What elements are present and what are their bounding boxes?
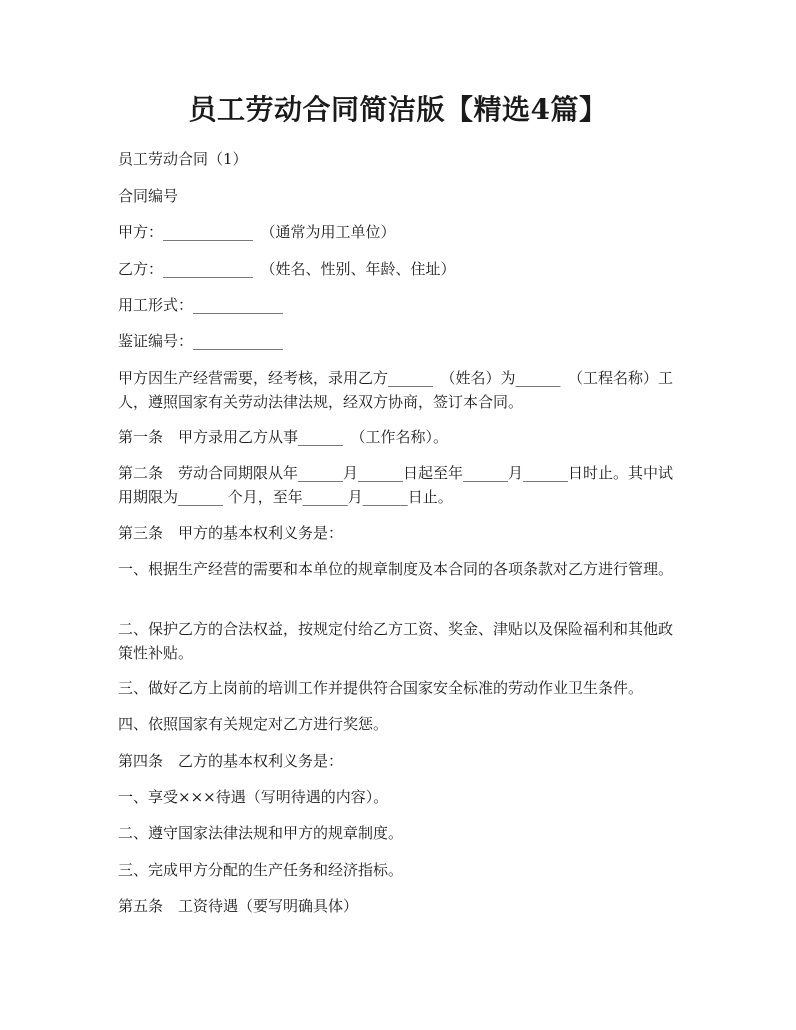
paragraph-preamble: 甲方因生产经营需要，经考核，录用乙方______ （姓名）为______ （工程名称）工人，遵照国家有关劳动法律法规，经双方协商，签订本合同。 [118, 369, 674, 411]
paragraph-article-3-item-4: 四、依照国家有关规定对乙方进行奖惩。 [118, 715, 389, 733]
paragraph-party-a: 甲方：____________ （通常为用工单位） [118, 223, 396, 241]
document-title: 员工劳动合同简洁版【精选4篇】 [188, 93, 608, 126]
paragraph-contract-heading: 员工劳动合同（1） [118, 150, 248, 168]
paragraph-article-5: 第五条 工资待遇（要写明确具体） [118, 897, 359, 915]
paragraph-employment-form: 用工形式：____________ [118, 296, 284, 314]
paragraph-article-4-item-1: 一、享受×××待遇（写明待遇的内容）。 [118, 788, 389, 806]
paragraph-article-3-item-3: 三、做好乙方上岗前的培训工作并提供符合国家安全标准的劳动作业卫生条件。 [118, 679, 644, 697]
paragraph-article-3-item-1: 一、根据生产经营的需要和本单位的规章制度及本合同的各项条款对乙方进行管理。 [118, 560, 674, 578]
paragraph-article-4-item-2: 二、遵守国家法律法规和甲方的规章制度。 [118, 824, 404, 842]
paragraph-verification-number: 鉴证编号：____________ [118, 332, 284, 350]
paragraph-article-3: 第三条 甲方的基本权利义务是： [118, 524, 344, 542]
paragraph-article-4: 第四条 乙方的基本权利义务是： [118, 752, 344, 770]
paragraph-party-b: 乙方：____________ （姓名、性别、年龄、住址） [118, 260, 456, 278]
paragraph-article-3-item-2: 二、保护乙方的合法权益，按规定付给乙方工资、奖金、津贴以及保险福利和其他政策性补贴。 [118, 620, 674, 662]
paragraph-article-1: 第一条 甲方录用乙方从事______ （工作名称）。 [118, 428, 449, 446]
paragraph-contract-number: 合同编号 [118, 187, 179, 205]
paragraph-article-2: 第二条 劳动合同期限从年______月______日起至年______月______日时止。其中试用期限为______ 个月，至年______月______日止。 [118, 464, 674, 506]
paragraph-article-4-item-3: 三、完成甲方分配的生产任务和经济指标。 [118, 861, 404, 879]
